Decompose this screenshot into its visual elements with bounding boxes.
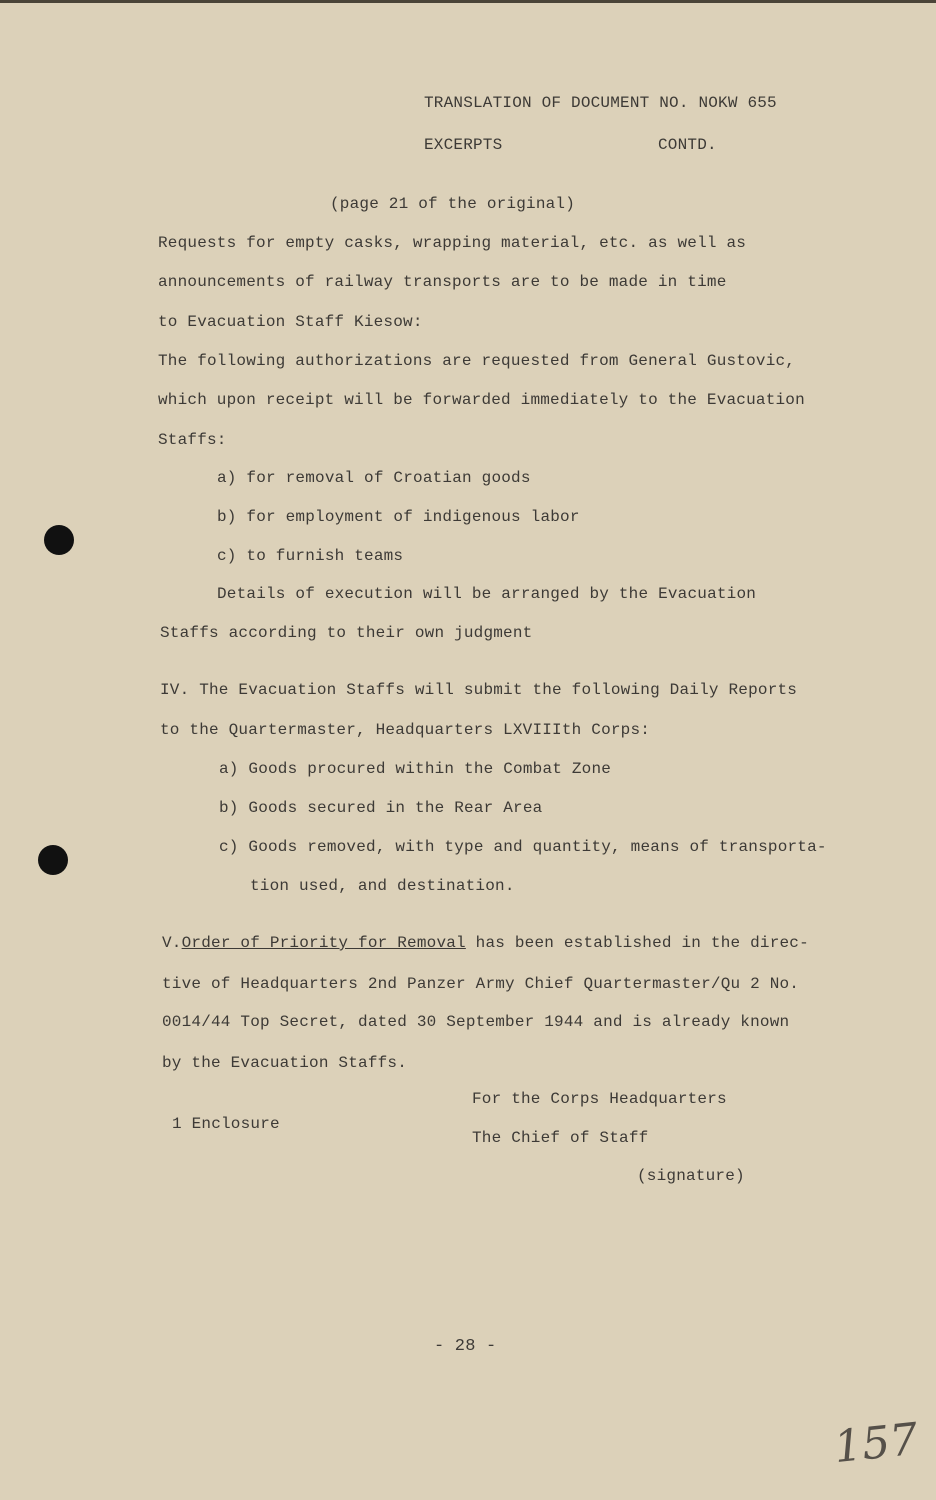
signature: (signature) <box>637 1167 745 1185</box>
page-number: - 28 - <box>434 1337 497 1356</box>
list-item: a) for removal of Croatian goods <box>217 469 531 487</box>
paragraph-line: to the Quartermaster, Headquarters LXVIIIth Corps: <box>160 721 651 739</box>
punch-hole <box>38 845 68 875</box>
paragraph-line: Staffs according to their own judgment <box>160 624 533 642</box>
section-number: V. <box>162 934 182 952</box>
for-corps-hq: For the Corps Headquarters <box>472 1090 727 1108</box>
punch-hole <box>44 525 74 555</box>
paragraph-line: 0014/44 Top Secret, dated 30 September 1944 and is already known <box>162 1013 790 1031</box>
excerpts-label: EXCERPTS <box>424 136 503 154</box>
enclosure-note: 1 Enclosure <box>172 1115 280 1133</box>
paragraph-line: Details of execution will be arranged by the Evacuation <box>217 585 757 603</box>
contd-label: CONTD. <box>658 136 717 154</box>
heading-rest: has been established in the direc- <box>465 934 809 952</box>
list-item: c) to furnish teams <box>217 547 404 565</box>
section-heading-line <box>162 934 809 952</box>
section-heading-line: IV. The Evacuation Staffs will submit the following Daily Reports <box>160 681 798 699</box>
page-top-edge <box>0 0 936 3</box>
list-item: b) for employment of indigenous labor <box>217 508 580 526</box>
list-item: b) Goods secured in the Rear Area <box>219 799 543 817</box>
paragraph-line: Requests for empty casks, wrapping material, etc. as well as <box>158 234 747 252</box>
list-item: c) Goods removed, with type and quantity, means of transporta- <box>219 838 827 856</box>
list-item-continuation: tion used, and destination. <box>250 877 515 895</box>
handwritten-page-number: 157 <box>831 1413 921 1474</box>
paragraph-line: announcements of railway transports are to be made in time <box>158 273 727 291</box>
paragraph-line: to Evacuation Staff Kiesow: <box>158 313 423 331</box>
document-title: TRANSLATION OF DOCUMENT NO. NOKW 655 <box>424 94 777 112</box>
paragraph-line: The following authorizations are requested from General Gustovic, <box>158 352 796 370</box>
paragraph-line: by the Evacuation Staffs. <box>162 1054 408 1072</box>
page-reference: (page 21 of the original) <box>330 195 576 213</box>
list-item: a) Goods procured within the Combat Zone <box>219 760 612 778</box>
paragraph-line: which upon receipt will be forwarded immediately to the Evacuation <box>158 391 805 409</box>
paragraph-line: tive of Headquarters 2nd Panzer Army Chief Quartermaster/Qu 2 No. <box>162 975 800 993</box>
chief-of-staff: The Chief of Staff <box>472 1129 649 1147</box>
underlined-heading: Order of Priority for Removal <box>181 934 466 952</box>
paragraph-line: Staffs: <box>158 431 227 449</box>
